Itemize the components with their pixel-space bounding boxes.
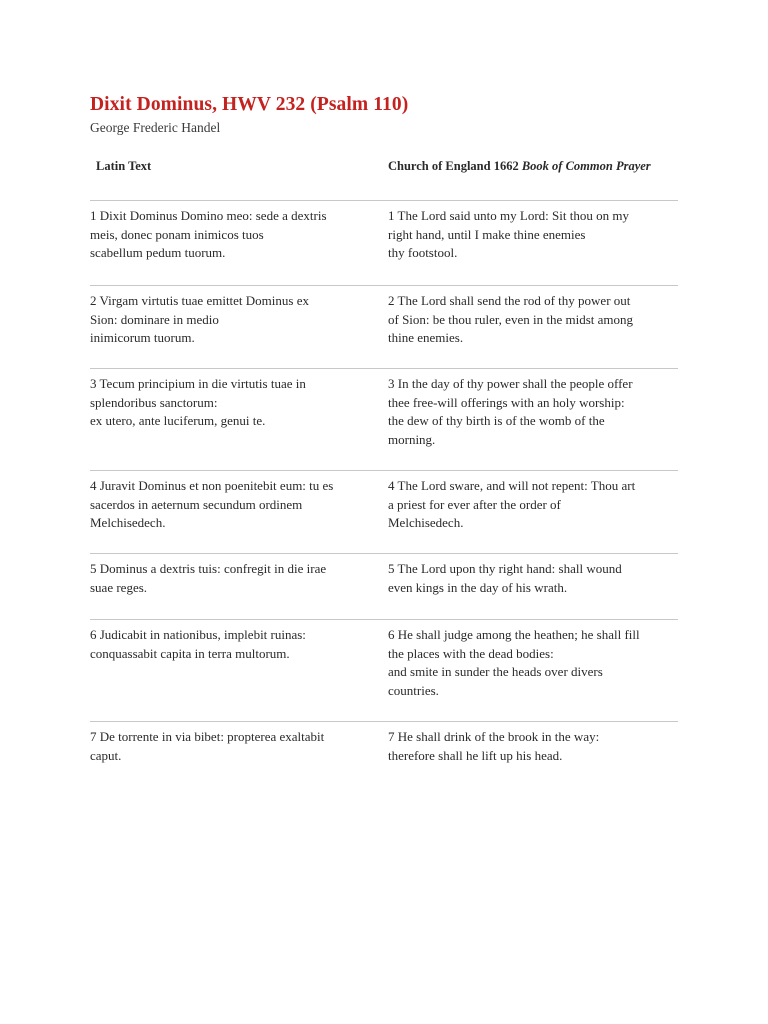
- english-verse: 4 The Lord sware, and will not repent: Thou art a priest for ever after the order of Melchisedech.: [388, 478, 636, 530]
- table-header: [90, 157, 678, 197]
- english-verse: 7 He shall drink of the brook in the way: therefore shall he lift up his head.: [388, 729, 600, 763]
- table-row: [90, 470, 678, 553]
- latin-verse: 3 Tecum principium in die virtutis tuae in splendoribus sanctorum: ex utero, ante luciferum, genui te.: [90, 376, 306, 428]
- column-header-english-prefix: Church of England 1662: [388, 159, 522, 173]
- table-row: [90, 553, 678, 619]
- document-page: [90, 92, 678, 763]
- latin-verse: 2 Virgam virtutis tuae emittet Dominus ex Sion: dominare in medio inimicorum tuorum.: [90, 293, 309, 345]
- latin-verse: 5 Dominus a dextris tuis: confregit in die irae suae reges.: [90, 561, 327, 595]
- table-row: [90, 619, 678, 721]
- latin-verse: 1 Dixit Dominus Domino meo: sede a dextris meis, donec ponam inimicos tuos scabellum pedum tuorum.: [90, 208, 327, 260]
- composer-name: George Frederic Handel: [90, 120, 221, 135]
- latin-verse: 6 Judicabit in nationibus, implebit ruinas: conquassabit capita in terra multorum.: [90, 627, 306, 661]
- english-verse: 3 In the day of thy power shall the people offer thee free-will offerings with an holy worship: the dew of thy birth is of the womb of the morning.: [388, 376, 633, 447]
- table-row: [90, 368, 678, 470]
- latin-verse: 7 De torrente in via bibet: propterea exaltabit caput.: [90, 729, 325, 763]
- column-header-latin: Latin Text: [96, 159, 152, 173]
- column-header-english: [388, 157, 651, 175]
- column-header-english-title: Book of Common Prayer: [521, 159, 651, 173]
- english-verse: 2 The Lord shall send the rod of thy power out of Sion: be thou ruler, even in the midst among thine enemies.: [388, 293, 633, 345]
- page-title: Dixit Dominus, HWV 232 (Psalm 110): [90, 94, 409, 115]
- english-verse: 6 He shall judge among the heathen; he shall fill the places with the dead bodies: and smite in sunder the heads over divers countries.: [388, 627, 640, 698]
- psalm-table: [90, 200, 678, 782]
- english-verse: 5 The Lord upon thy right hand: shall wound even kings in the day of his wrath.: [388, 561, 622, 595]
- table-row: [90, 200, 678, 285]
- english-verse: 1 The Lord said unto my Lord: Sit thou on my right hand, until I make thine enemies thy footstool.: [388, 208, 629, 260]
- table-row: [90, 721, 678, 782]
- latin-verse: 4 Juravit Dominus et non poenitebit eum: tu es sacerdos in aeternum secundum ordinem Melchisedech.: [90, 478, 334, 530]
- table-row: [90, 285, 678, 368]
